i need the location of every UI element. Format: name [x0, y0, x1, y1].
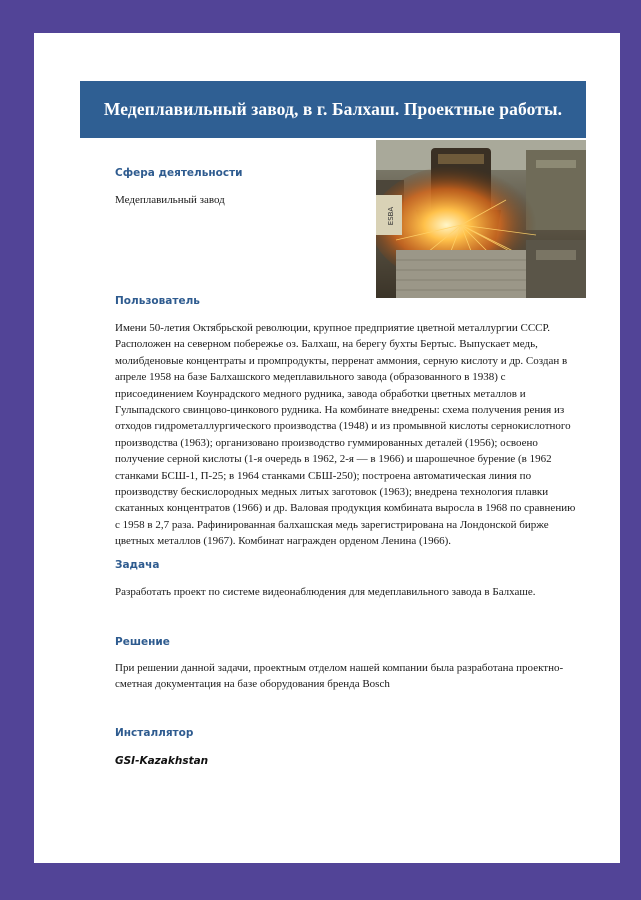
text-line: молибденовые концентраты и промпродукты, перренат аммония, серную кислоту и др. Создан в: [115, 354, 568, 367]
installer-name: GSI-Kazakhstan: [115, 755, 209, 767]
section-heading-installer: Инсталлятор: [115, 727, 194, 739]
title-banner: [80, 81, 586, 138]
text-line: При решении данной задачи, проектным отделом нашей компании была разработана проектно-: [115, 662, 564, 674]
section-heading-user: Пользователь: [115, 295, 200, 307]
smelter-photo: [376, 140, 586, 298]
photo-sign-text: ESBA: [387, 206, 395, 226]
text-line: апреле 1958 на базе Балхашского медеплавильного завода (образованного в 1938) с: [115, 371, 506, 384]
text-line: производства (1963); организовано производство гуммированных деталей (1956); освоено: [115, 436, 538, 449]
section-heading-task: Задача: [115, 559, 160, 571]
document-page: [34, 33, 620, 863]
solution-text: [115, 660, 595, 693]
text-line: производству бескислородных медных литых заготовок (1963); внедрена технология плавки: [115, 486, 549, 499]
page-title: Медеплавильный завод, в г. Балхаш. Проектные работы.: [103, 99, 563, 119]
text-line: Имени 50-летия Октябрьской революции, крупное предприятие цветной металлургии СССР.: [115, 322, 550, 334]
section-heading-activity: Сфера деятельности: [115, 167, 243, 179]
text-line: Гулыпадского свинцово-цинкового рудника. На комбинате внедрены: схема получения рения из: [115, 404, 565, 417]
text-line: скатанных концентратов (1966) и др. Валовая продукция комбината выросла в 1968 по сравнению: [115, 502, 576, 515]
text-line: присоединением Коунрадского медного рудника, завода обработки цветных металлов и: [115, 387, 526, 400]
text-line: станками БСШ-1, П-25; в 1964 станками СБШ-250); построена автоматическая линия по: [115, 469, 532, 482]
text-line: с 1958 в 2,7 раза. Рафинированная балхашская медь зарегистрирована на Лондонской бирже: [115, 518, 549, 531]
text-line: сметная документация на базе оборудования бренда Bosch: [115, 678, 390, 691]
text-line: отходов гидрометаллургического производства (1948) и из промывной кислоты сернокислотного: [115, 420, 571, 433]
text-line: Расположен на северном побережье оз. Балхаш, на берегу бухты Бертыс. Выпускает медь,: [115, 338, 538, 351]
text-line: получение серной кислоты (1-я очередь в 1962, 2-я — в 1966) и шарошечное бурение (в 1962: [115, 453, 552, 466]
smelter-photo-illustration: [376, 140, 586, 298]
text-line: цветных металлов (1967). Комбинат награжден орденом Ленина (1966).: [115, 535, 452, 548]
task-text: Разработать проект по системе видеонаблюдения для медеплавильного завода в Балхаше.: [115, 586, 536, 598]
user-description: [115, 320, 595, 550]
activity-text: Медеплавильный завод: [115, 194, 225, 206]
section-heading-solution: Решение: [115, 636, 170, 648]
